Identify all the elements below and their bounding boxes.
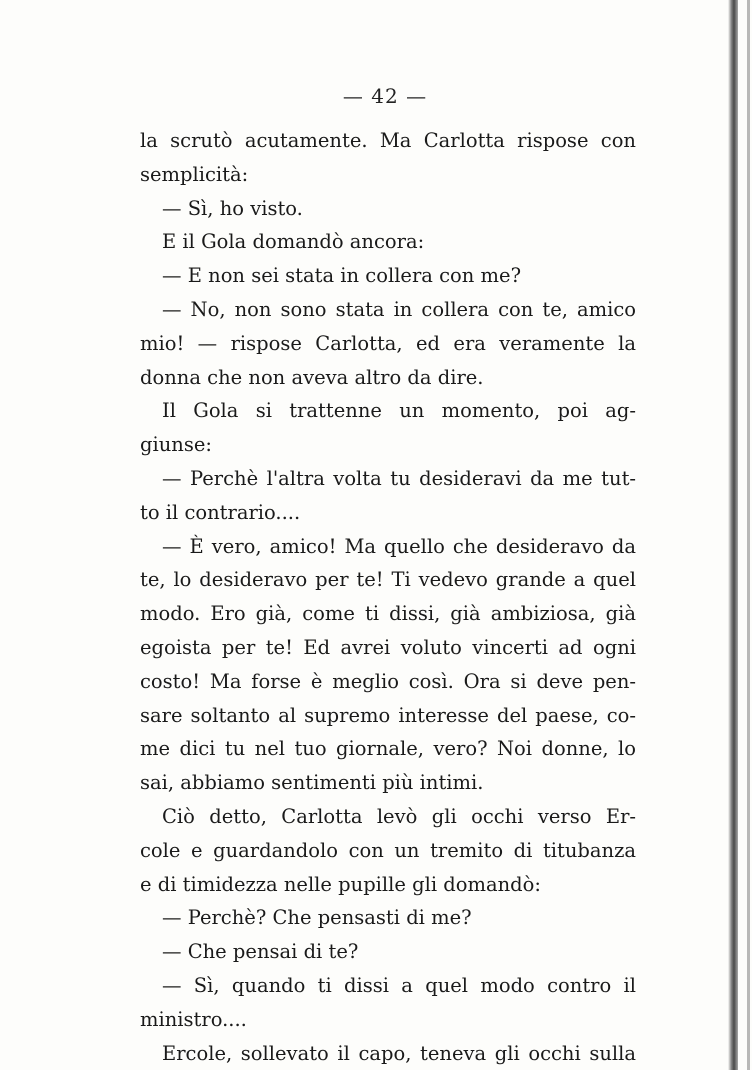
text-line: to il contrario.... [140, 500, 301, 524]
text-line: — No, non sono stata in collera con te, amico [162, 297, 636, 321]
text-line: mio! — rispose Carlotta, ed era veramente la [140, 331, 636, 355]
text-line: giunse: [140, 433, 212, 457]
text-line: — E non sei stata in collera con me? [162, 264, 522, 288]
page-number: — 42 — [342, 84, 428, 108]
page-binding-shadow [728, 0, 738, 1070]
text-line: e di timidezza nelle pupille gli domandò: [140, 872, 541, 896]
text-line: donna che non aveva altro da dire. [140, 365, 484, 389]
text-line: E il Gola domandò ancora: [162, 230, 425, 254]
text-line: — Sì, ho visto. [162, 196, 303, 220]
text-line: te, lo desideravo per te! Ti vedevo grande a quel [140, 568, 636, 592]
text-line: Ercole, sollevato il capo, teneva gli occhi sulla [162, 1041, 636, 1065]
text-line: — Che pensai di te? [162, 940, 359, 964]
text-line: semplicità: [140, 162, 249, 186]
text-line: modo. Ero già, come ti dissi, già ambiziosa, già [140, 602, 636, 626]
page-edge-line [747, 0, 750, 1070]
text-line: Ciò detto, Carlotta levò gli occhi verso Er- [162, 804, 636, 828]
text-line: me dici tu nel tuo giornale, vero? Noi donne, lo [140, 737, 636, 761]
body-text [140, 124, 636, 1070]
text-line: — Sì, quando ti dissi a quel modo contro il [162, 973, 636, 997]
text-line: — Perchè? Che pensasti di me? [162, 906, 472, 930]
text-line: egoista per te! Ed avrei voluto vincerti ad ogni [140, 635, 636, 659]
text-line: la scrutò acutamente. Ma Carlotta rispose con [140, 129, 636, 152]
text-line: ministro.... [140, 1007, 247, 1031]
text-line: costo! Ma forse è meglio così. Ora si deve pen- [140, 669, 636, 693]
text-line: — È vero, amico! Ma quello che desideravo da [162, 534, 636, 558]
text-line: — Perchè l'altra volta tu desideravi da me tut- [162, 466, 636, 490]
text-line: cole e guardandolo con un tremito di titubanza [140, 838, 636, 862]
text-line: sai, abbiamo sentimenti più intimi. [140, 771, 484, 795]
text-line: sare soltanto al supremo interesse del paese, co- [140, 703, 636, 727]
text-line: Il Gola si trattenne un momento, poi ag- [162, 399, 636, 423]
